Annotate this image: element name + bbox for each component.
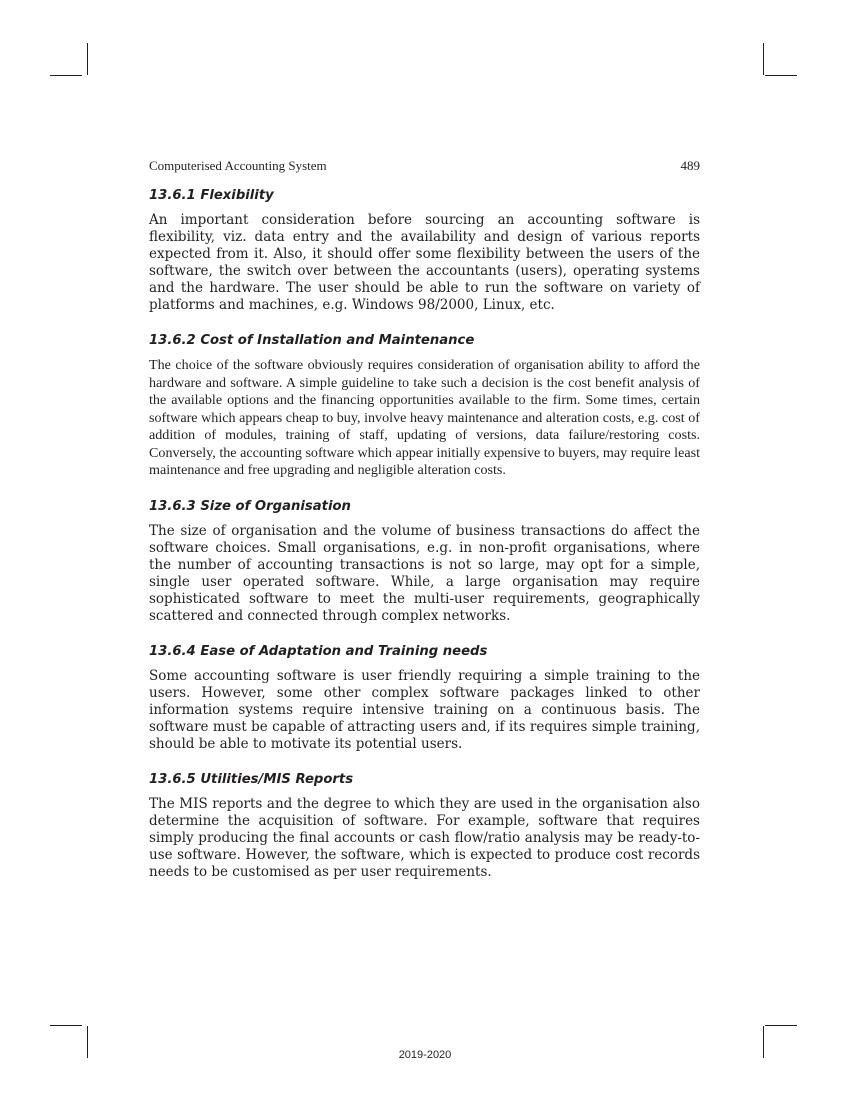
section-heading: 13.6.2 Cost of Installation and Maintenance	[149, 333, 475, 348]
section-heading: 13.6.1 Flexibility	[149, 188, 274, 203]
section-heading: 13.6.3 Size of Organisation	[149, 498, 351, 514]
section-paragraph: The MIS reports and the degree to which they are used in the organisation also determine the acquisition of software. For example, software that requires simply producing the final accounts or cash flow/ratio analysis may be ready-to-use software. However, the software, which is expected to produce cost records needs to be customised as per user requirements.	[149, 795, 700, 880]
crop-mark-top-left-horizontal	[50, 75, 82, 76]
section-heading: 13.6.5 Utilities/MIS Reports	[149, 771, 354, 787]
crop-mark-bottom-left-horizontal	[50, 1025, 82, 1026]
crop-mark-top-right-vertical	[763, 43, 764, 75]
section-paragraph: Some accounting software is user friendly requiring a simple training to the users. However, some other complex software packages linked to other information systems require intensive training on a continuous basis. The software must be capable of attracting users and, if its requires simple training, should be able to motivate its potential users.	[149, 667, 700, 752]
footer-year: 2019-2020	[398, 1049, 452, 1061]
section-utilities-mis-reports	[149, 771, 700, 881]
section-paragraph: The size of organisation and the volume of business transactions do affect the software choices. Small organisations, e.g. in non-profit organisations, where the number of accounting transactions is not so large, may opt for a simple, single user operated software. While, a large organisation may require sophisticated software to meet the multi-user requirements, geographically scattered and connected through complex networks.	[149, 522, 700, 624]
section-size-of-organisation	[149, 498, 700, 625]
section-ease-of-adaptation	[149, 643, 700, 753]
page-number: 489	[680, 158, 700, 173]
running-header	[149, 158, 700, 174]
crop-mark-top-right-horizontal	[765, 75, 797, 76]
section-paragraph: An important consideration before sourcing an accounting software is flexibility, viz. data entry and the availability and design of various reports expected from it. Also, it should offer some flexibility between the users of the software, the switch over between the accountants (users), operating systems and the hardware. The user should be able to run the software on variety of platforms and machines, e.g. Windows 98/2000, Linux, etc.	[149, 212, 700, 313]
crop-mark-bottom-right-horizontal	[765, 1025, 797, 1026]
crop-mark-top-left-vertical	[87, 43, 88, 75]
section-heading: 13.6.4 Ease of Adaptation and Training needs	[149, 643, 488, 659]
main-content	[149, 187, 700, 881]
section-cost-of-installation	[149, 332, 700, 480]
running-title: Computerised Accounting System	[149, 158, 327, 173]
section-flexibility	[149, 187, 700, 314]
section-paragraph: The choice of the software obviously requires consideration of organisation ability to afford the hardware and software. A simple guideline to take such a decision is the cost benefit analysis of the available options and the financing opportunities available to the firm. Some times, certain software which appears cheap to buy, involve heavy maintenance and alteration costs, e.g. cost of addition of modules, training of staff, updating of versions, data failure/restoring costs. Conversely, the accounting software which appear initially expensive to buyers, may require least maintenance and free upgrading and negligible alteration costs.	[149, 357, 700, 478]
